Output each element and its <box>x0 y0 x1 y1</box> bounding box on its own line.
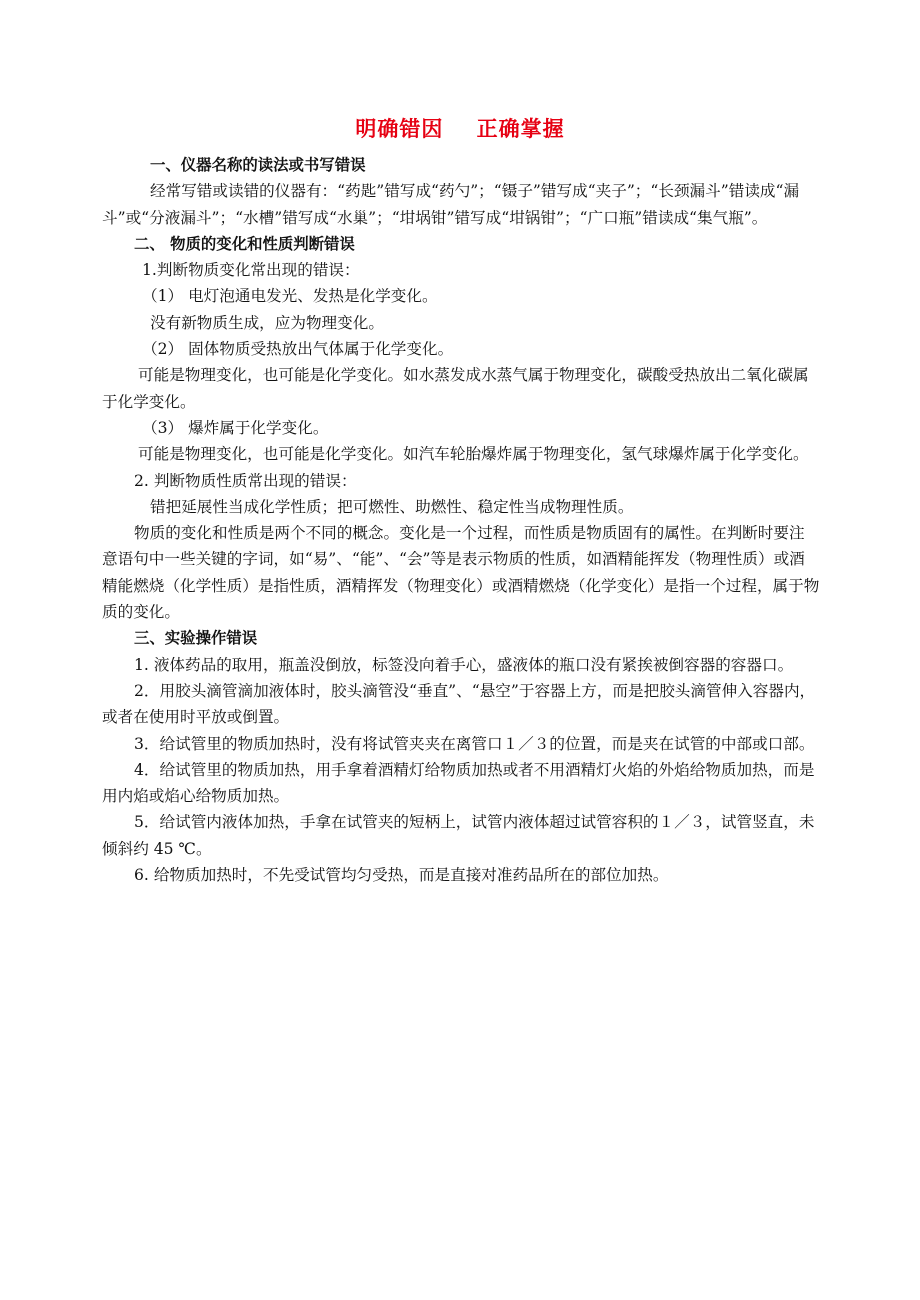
list-item: 3．给试管里的物质加热时，没有将试管夹夹在离管口１／３的位置，而是夹在试管的中部或口部。 <box>134 734 815 753</box>
paragraph: 可能是物理变化，也可能是化学变化。如汽车轮胎爆炸属于物理变化，氢气球爆炸属于化学变化。 <box>138 445 809 464</box>
paragraph: 错把延展性当成化学性质；把可燃性、助燃性、稳定性当成物理性质。 <box>150 497 634 516</box>
paragraph: 经常写错或读错的仪器有：“药匙”错写成“药勺”；“镊子”错写成“夹子”；“长颈漏斗”错读成“漏斗”或“分液漏斗”；“水槽”错写成“水巢”；“坩埚钳”错写成“坩锅钳”；“广口瓶”错读成“集气瓶”。 <box>102 182 800 227</box>
paragraph: 可能是物理变化，也可能是化学变化。如水蒸发成水蒸气属于物理变化，碳酸受热放出二氧化碳属于化学变化。 <box>102 366 809 411</box>
section-heading-1: 一、仪器名称的读法或书写错误 <box>150 156 366 174</box>
list-item: 5．给试管内液体加热，手拿在试管夹的短柄上，试管内液体超过试管容积的１／３，试管竖直，未倾斜约 45 ℃。 <box>102 813 815 858</box>
subheading: 2. 判断物质性质常出现的错误： <box>134 471 357 490</box>
paragraph: 没有新物质生成，应为物理变化。 <box>150 313 384 332</box>
section-heading-2: 二、 物质的变化和性质判断错误 <box>134 234 355 253</box>
paragraph: 物质的变化和性质是两个不同的概念。变化是一个过程，而性质是物质固有的属性。在判断时要注意语句中一些关键的字词，如“易”、“能”、“会”等是表示物质的性质，如酒精能挥发（物理性质）或酒精能燃烧（化学性质）是指性质，酒精挥发（物理变化）或酒精燃烧（化学变化）是指一个过程，属于物质的变化。 <box>102 524 820 622</box>
list-item: 4．给试管里的物质加热，用手拿着酒精灯给物质加热或者不用酒精灯火焰的外焰给物质加热，而是用内焰或焰心给物质加热。 <box>102 760 815 806</box>
list-item: （1） 电灯泡通电发光、发热是化学变化。 <box>142 287 438 306</box>
list-item: 1. 液体药品的取用，瓶盖没倒放，标签没向着手心，盛液体的瓶口没有紧挨被倒容器的容器口。 <box>134 655 794 674</box>
subheading: 1.判断物质变化常出现的错误： <box>142 261 360 280</box>
list-item: 2．用胶头滴管滴加液体时，胶头滴管没“垂直”、“悬空”于容器上方，而是把胶头滴管伸入容器内，或者在使用时平放或倒置。 <box>102 681 816 727</box>
section-heading-3: 三、实验操作错误 <box>134 629 258 648</box>
list-item: 6. 给物质加热时，不先受试管均匀受热，而是直接对准药品所在的部位加热。 <box>134 866 669 885</box>
page-title: 明确错因 正确掌握 <box>355 117 565 141</box>
document-body <box>102 152 820 888</box>
list-item: （3） 爆炸属于化学变化。 <box>142 418 329 437</box>
list-item: （2） 固体物质受热放出气体属于化学变化。 <box>142 340 454 359</box>
